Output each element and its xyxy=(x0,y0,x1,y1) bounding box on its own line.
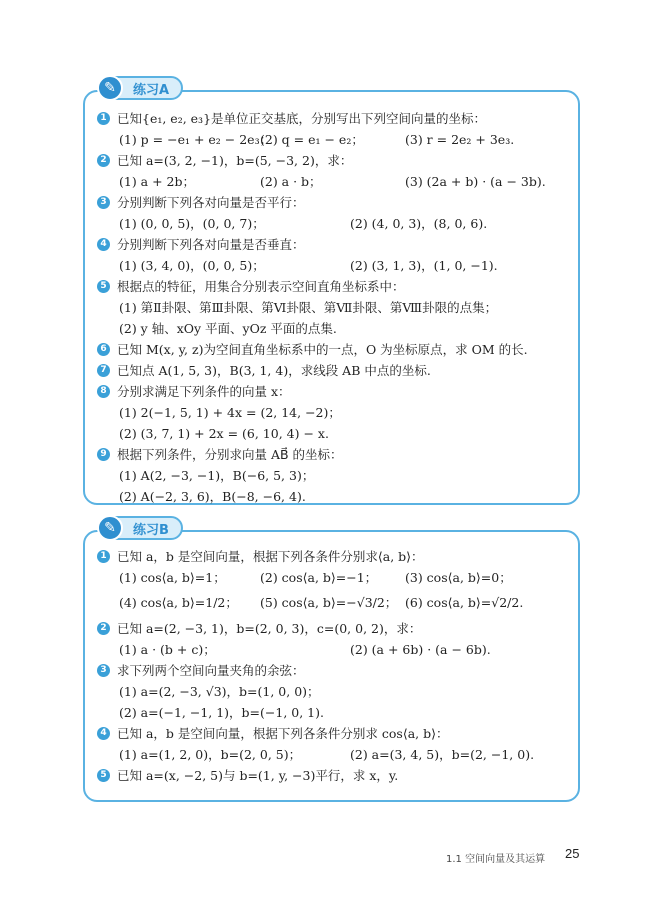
question-line xyxy=(85,444,578,465)
pencil-icon: ✎ xyxy=(97,515,123,541)
question-list xyxy=(85,108,578,507)
sub-question-row xyxy=(85,171,578,192)
question-line xyxy=(85,360,578,381)
sub-question: (1) cos⟨a, b⟩=1； xyxy=(119,570,226,585)
sub-question: (2) a=(3, 4, 5)，b=(2, −1, 0). xyxy=(350,747,535,762)
exercise-box-a xyxy=(83,80,580,505)
sub-question: (6) cos⟨a, b⟩=√2/2. xyxy=(405,595,524,610)
question-number-badge: 2 xyxy=(97,154,110,167)
sub-question: (4) cos⟨a, b⟩=1/2； xyxy=(119,595,238,610)
sub-question-row xyxy=(85,423,578,444)
question-line xyxy=(85,618,578,639)
sub-question: (2) a · b； xyxy=(260,174,322,189)
question-number-badge: 7 xyxy=(97,364,110,377)
exercise-title: 练习B xyxy=(133,522,169,538)
question-line xyxy=(85,765,578,786)
exercise-title: 练习A xyxy=(133,82,170,98)
pencil-icon: ✎ xyxy=(97,75,123,101)
sub-question-row xyxy=(85,465,578,486)
sub-question: (2) (3, 7, 1) + 2x = (6, 10, 4) − x. xyxy=(119,426,329,441)
sub-question: (1) a + 2b； xyxy=(119,174,196,189)
question-text: 已知 a，b 是空间向量，根据下列各条件分别求⟨a, b⟩： xyxy=(117,549,424,564)
question-number-badge: 5 xyxy=(97,280,110,293)
sub-question: (1) 第Ⅱ卦限、第Ⅲ卦限、第Ⅵ卦限、第Ⅶ卦限、第Ⅷ卦限的点集； xyxy=(119,300,498,315)
question-number-badge: 3 xyxy=(97,196,110,209)
question-line xyxy=(85,660,578,681)
question-list xyxy=(85,546,578,786)
sub-question-row xyxy=(85,588,578,618)
sub-question: (1) a=(1, 2, 0)，b=(2, 0, 5)； xyxy=(119,747,302,762)
sub-question: (2) A(−2, 3, 6)，B(−8, −6, 4). xyxy=(119,489,306,504)
exercise-header-b xyxy=(99,516,183,540)
sub-question-row xyxy=(85,486,578,507)
question-number-badge: 1 xyxy=(97,112,110,125)
question-text: 分别判断下列各对向量是否垂直： xyxy=(117,237,305,252)
sub-question-row xyxy=(85,744,578,765)
sub-question: (1) a=(2, −3, √3)，b=(1, 0, 0)； xyxy=(119,684,320,699)
sub-question: (5) cos⟨a, b⟩=−√3/2； xyxy=(260,595,398,610)
question-text: 求下列两个空间向量夹角的余弦： xyxy=(117,663,305,678)
question-text: 根据下列条件，分别求向量 AB⃗ 的坐标： xyxy=(117,447,343,462)
sub-question-row xyxy=(85,681,578,702)
sub-question-row xyxy=(85,318,578,339)
question-text: 已知 a=(2, −3, 1)，b=(2, 0, 3)，c=(0, 0, 2)，求： xyxy=(117,621,422,636)
question-number-badge: 6 xyxy=(97,343,110,356)
question-text: 已知 a，b 是空间向量，根据下列各条件分别求 cos⟨a, b⟩： xyxy=(117,726,449,741)
question-text: 分别求满足下列条件的向量 x： xyxy=(117,384,291,399)
question-line xyxy=(85,546,578,567)
question-line xyxy=(85,339,578,360)
sub-question-row xyxy=(85,567,578,588)
question-number-badge: 3 xyxy=(97,664,110,677)
question-text: 已知点 A(1, 5, 3)，B(3, 1, 4)，求线段 AB 中点的坐标. xyxy=(117,363,431,378)
question-line xyxy=(85,192,578,213)
question-text: 分别判断下列各对向量是否平行： xyxy=(117,195,305,210)
sub-question: (3) (2a + b) · (a − 3b). xyxy=(405,174,546,189)
question-number-badge: 2 xyxy=(97,622,110,635)
sub-question: (2) (4, 0, 3)，(8, 0, 6). xyxy=(350,216,488,231)
question-text: 已知{e₁, e₂, e₃}是单位正交基底，分别写出下列空间向量的坐标： xyxy=(117,111,487,126)
question-line xyxy=(85,381,578,402)
sub-question: (3) r = 2e₂ + 3e₃. xyxy=(405,132,515,147)
sub-question: (2) (a + 6b) · (a − 6b). xyxy=(350,642,491,657)
sub-question: (2) q = e₁ − e₂； xyxy=(260,132,364,147)
sub-question: (1) 2(−1, 5, 1) + 4x = (2, 14, −2)； xyxy=(119,405,341,420)
sub-question-row xyxy=(85,129,578,150)
sub-question: (3) cos⟨a, b⟩=0； xyxy=(405,570,512,585)
sub-question: (1) a · (b + c)； xyxy=(119,642,216,657)
page-number: 25 xyxy=(565,846,580,861)
sub-question-row xyxy=(85,639,578,660)
sub-question-row xyxy=(85,702,578,723)
question-line xyxy=(85,234,578,255)
sub-question-row xyxy=(85,402,578,423)
question-number-badge: 5 xyxy=(97,769,110,782)
exercise-header-a xyxy=(99,76,183,100)
question-number-badge: 4 xyxy=(97,238,110,251)
question-text: 已知 a=(x, −2, 5)与 b=(1, y, −3)平行，求 x，y. xyxy=(117,768,399,783)
question-number-badge: 1 xyxy=(97,550,110,563)
question-line xyxy=(85,108,578,129)
question-text: 已知 a=(3, 2, −1)，b=(5, −3, 2)，求： xyxy=(117,153,353,168)
question-text: 已知 M(x, y, z)为空间直角坐标系中的一点，O 为坐标原点，求 OM 的长. xyxy=(117,342,528,357)
sub-question: (2) cos⟨a, b⟩=−1； xyxy=(260,570,378,585)
question-number-badge: 9 xyxy=(97,448,110,461)
sub-question: (1) (3, 4, 0)，(0, 0, 5)； xyxy=(119,258,265,273)
question-number-badge: 4 xyxy=(97,727,110,740)
question-line xyxy=(85,276,578,297)
question-text: 根据点的特征，用集合分别表示空间直角坐标系中： xyxy=(117,279,405,294)
sub-question: (1) p = −e₁ + e₂ − 2e₃； xyxy=(119,132,273,147)
exercise-box-b xyxy=(83,520,580,802)
sub-question-row xyxy=(85,297,578,318)
sub-question: (1) A(2, −3, −1)，B(−6, 5, 3)； xyxy=(119,468,315,483)
question-number-badge: 8 xyxy=(97,385,110,398)
sub-question: (2) a=(−1, −1, 1)，b=(−1, 0, 1). xyxy=(119,705,324,720)
question-line xyxy=(85,723,578,744)
sub-question: (2) y 轴、xOy 平面、yOz 平面的点集. xyxy=(119,321,337,336)
section-footer: 1.1 空间向量及其运算 xyxy=(446,854,546,865)
sub-question-row xyxy=(85,255,578,276)
question-line xyxy=(85,150,578,171)
sub-question-row xyxy=(85,213,578,234)
sub-question: (1) (0, 0, 5)，(0, 0, 7)； xyxy=(119,216,265,231)
sub-question: (2) (3, 1, 3)，(1, 0, −1). xyxy=(350,258,498,273)
